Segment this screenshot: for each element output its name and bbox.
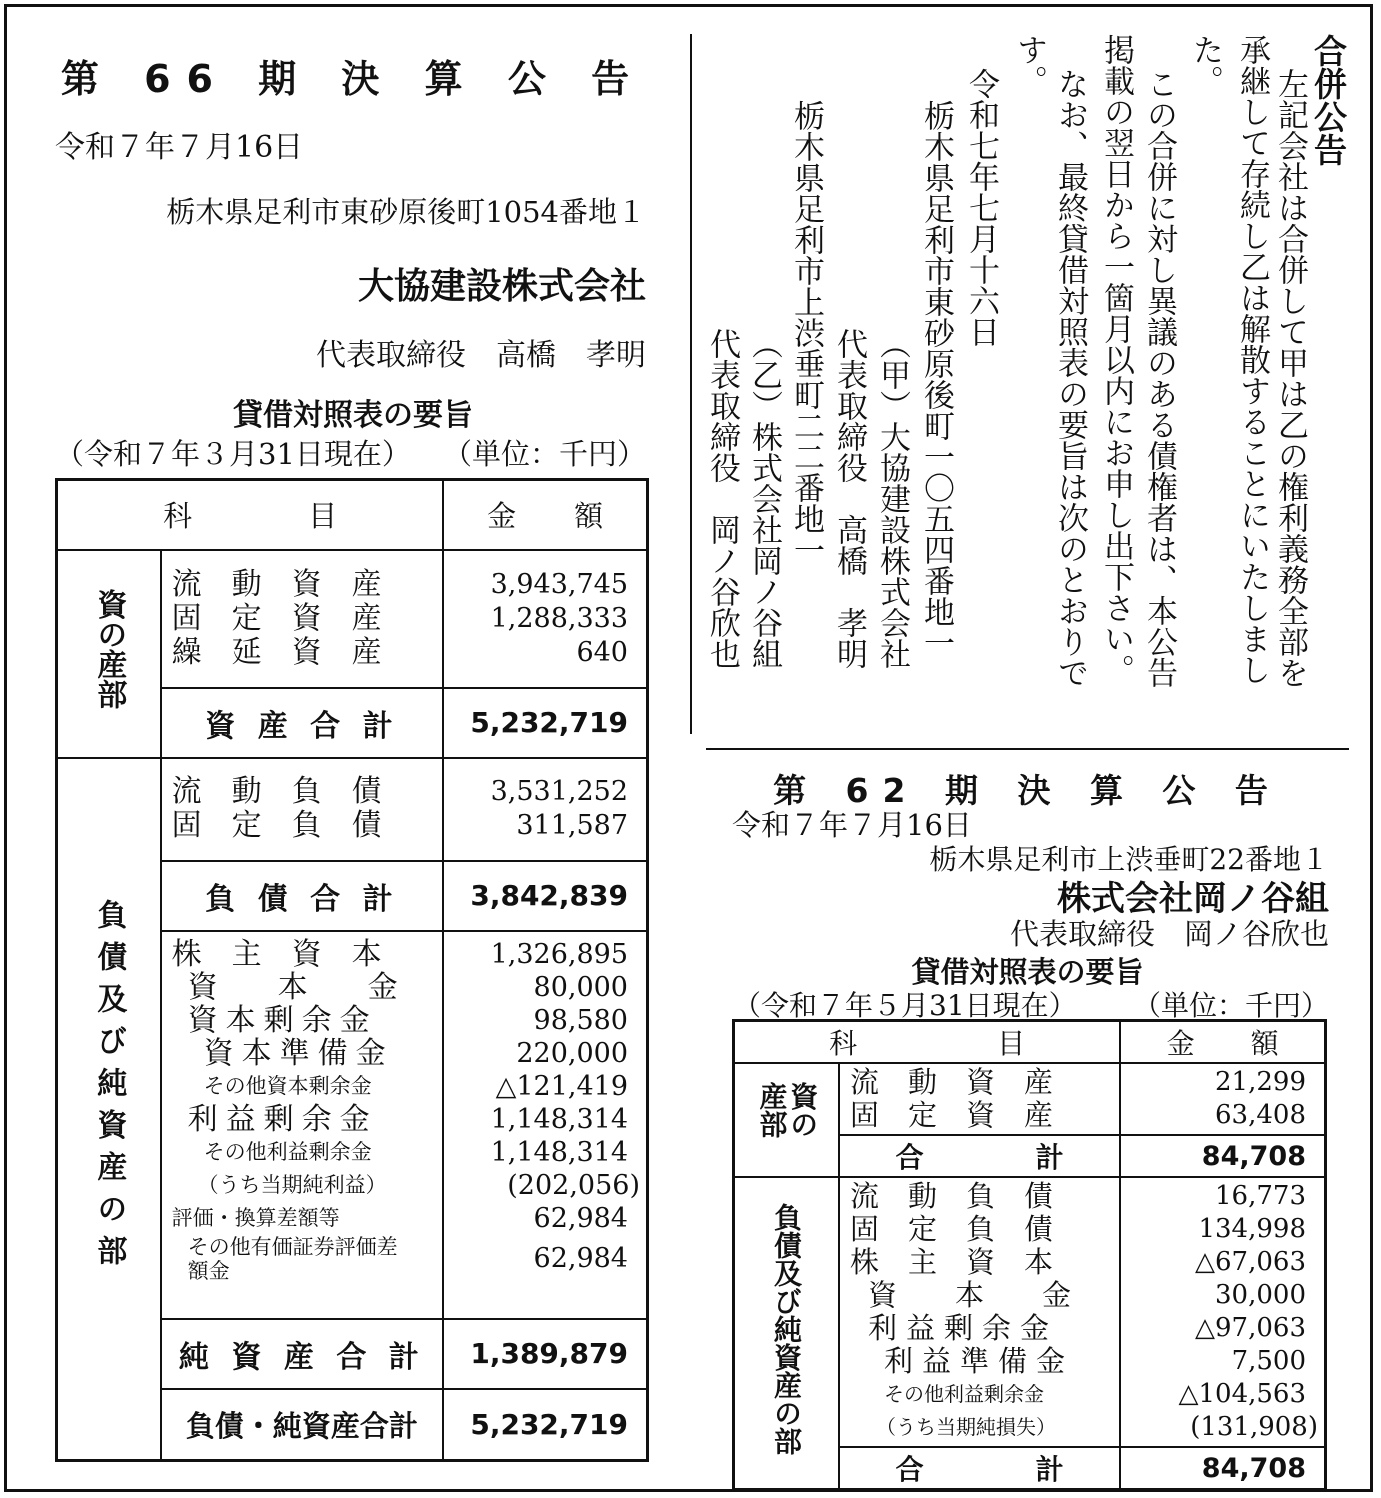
- right-assets-section-label: 資の産部: [755, 1082, 820, 1138]
- left-assets-section-label: 資の産部: [91, 588, 127, 709]
- right-total-label: 合 計: [839, 1447, 1120, 1490]
- list-value: 21,299: [1215, 1067, 1306, 1097]
- list-value: △67,063: [1195, 1247, 1306, 1277]
- right-liabilities-section: [734, 1177, 839, 1490]
- list-item: （うち当期純損失）: [875, 1415, 1056, 1439]
- right-liabilities-values: [1120, 1177, 1325, 1447]
- left-grand-total-value: 5,232,719: [443, 1389, 647, 1461]
- list-value: 1,326,895: [490, 938, 628, 970]
- list-value: 1,148,314: [490, 1136, 628, 1168]
- left-notice-date: 令和７年７月16日: [55, 130, 304, 165]
- merger-line: 左記会社は合併して甲は乙の権利義務全部を: [1272, 68, 1308, 688]
- left-company-name: 大協建設株式会社: [357, 266, 646, 307]
- merger-line: す。: [1011, 34, 1047, 96]
- merger-rep-b: 代表取締役 岡ノ谷欣也: [704, 328, 740, 669]
- left-liabilities-values: [443, 758, 647, 861]
- left-representative: 代表取締役 高橋 孝明: [316, 338, 646, 373]
- left-net-assets-total-value: 1,389,879: [443, 1319, 647, 1389]
- left-liabilities-section-label: 負債及び純資産の部: [91, 898, 127, 1277]
- left-col-amount: 金 額: [443, 480, 647, 550]
- left-assets-total-label: 資 産 合 計: [161, 688, 444, 758]
- left-col-account: 科 目: [57, 480, 444, 550]
- left-as-of-date: （令和７年３月31日現在）: [55, 437, 411, 471]
- left-liabilities-section: [57, 758, 161, 1461]
- column-divider: [690, 34, 692, 734]
- list-value: 62,984: [533, 1242, 628, 1274]
- list-item: 繰 延 資 産: [171, 634, 382, 670]
- list-item: 流 動 負 債: [171, 774, 382, 809]
- right-company-address: 栃木県足利市上渋垂町22番地１: [929, 843, 1329, 876]
- left-net-assets-total-label: 純 資 産 合 計: [161, 1319, 444, 1389]
- right-liabilities-labels: [839, 1177, 1120, 1447]
- list-value: (131,908): [1190, 1412, 1318, 1442]
- left-company-address: 栃木県足利市東砂原後町1054番地１: [166, 195, 646, 229]
- left-balance-sheet-title: 貸借対照表の要旨: [233, 398, 473, 433]
- right-col-account: 科 目: [734, 1021, 1121, 1064]
- list-item: 固 定 資 産: [849, 1098, 1053, 1132]
- left-assets-labels: [161, 550, 444, 688]
- merger-rep-a: 代表取締役 高橋 孝明: [831, 328, 867, 669]
- merger-line: なお、最終貸借対照表の要旨は次のとおりで: [1052, 68, 1088, 688]
- merger-date: 令和七年七月十六日: [963, 68, 999, 347]
- left-grand-total-label: 負債・純資産合計: [161, 1389, 444, 1461]
- list-item: 流 動 資 産: [171, 566, 382, 602]
- list-value: 1,288,333: [490, 602, 628, 634]
- right-notice-date: 令和７年７月16日: [732, 808, 972, 842]
- list-value: 80,000: [533, 971, 628, 1003]
- list-item: 利益剰余金: [187, 1101, 378, 1137]
- list-item: 評価・換算差額等: [171, 1205, 340, 1230]
- right-col-amount: 金 額: [1120, 1021, 1325, 1064]
- list-value: 30,000: [1215, 1280, 1306, 1310]
- right-assets-values: [1120, 1063, 1325, 1135]
- list-item: その他有価証券評価差額金: [187, 1234, 398, 1283]
- left-equity-values: [443, 931, 647, 1319]
- left-assets-total-value: 5,232,719: [443, 688, 647, 758]
- list-item: 固 定 資 産: [171, 600, 382, 636]
- merger-company-b: （乙）株式会社岡ノ谷組: [746, 328, 782, 669]
- list-item: 固 定 負 債: [849, 1212, 1053, 1246]
- right-company-name: 株式会社岡ノ谷組: [1057, 879, 1329, 919]
- list-value: 3,531,252: [490, 776, 628, 807]
- list-item: 流 動 資 産: [849, 1065, 1053, 1099]
- section-divider: [706, 748, 1349, 750]
- left-balance-sheet-table: [55, 478, 649, 1462]
- list-value: 7,500: [1231, 1346, 1306, 1376]
- list-value: 311,587: [516, 810, 628, 841]
- right-balance-sheet-title: 貸借対照表の要旨: [911, 955, 1144, 989]
- list-item: その他利益剰余金: [883, 1382, 1044, 1406]
- left-liabilities-labels: [161, 758, 444, 861]
- left-unit: （単位：千円）: [442, 437, 646, 471]
- list-item: 固 定 負 債: [171, 808, 382, 843]
- merger-company-a: （甲）大協建設株式会社: [874, 328, 910, 669]
- list-value: 98,580: [533, 1004, 628, 1036]
- left-notice-title: 第 66 期 決 算 公 告: [60, 57, 646, 101]
- list-item: 利益準備金: [883, 1344, 1074, 1378]
- merger-address-a: 栃木県足利市東砂原後町一〇五四番地一: [918, 100, 954, 658]
- list-item: その他資本剰余金: [203, 1073, 372, 1098]
- list-value: △121,419: [495, 1070, 628, 1102]
- left-liabilities-total-value: 3,842,839: [443, 861, 647, 931]
- right-total-value: 84,708: [1120, 1447, 1325, 1490]
- right-notice-title: 第 62 期 決 算 公 告: [773, 771, 1282, 810]
- right-liabilities-section-label: 負債及び純資産の部: [769, 1203, 803, 1455]
- list-value: 640: [576, 636, 628, 668]
- list-item: （うち当期純利益）: [197, 1172, 387, 1197]
- list-value: 220,000: [516, 1037, 628, 1069]
- right-assets-section: [734, 1063, 839, 1177]
- left-liabilities-total-label: 負 債 合 計: [161, 861, 444, 931]
- merger-heading: 合併公告: [1309, 34, 1348, 166]
- left-assets-values: [443, 550, 647, 688]
- list-value: △97,063: [1195, 1313, 1306, 1343]
- right-assets-total-label: 合 計: [839, 1135, 1120, 1177]
- list-item: 利益剰余金: [867, 1311, 1058, 1345]
- merger-line: た。: [1187, 34, 1223, 96]
- right-assets-labels: [839, 1063, 1120, 1135]
- merger-line: 承継して存続し乙は解散することにいたしまし: [1234, 34, 1270, 685]
- list-item: 流 動 負 債: [849, 1179, 1053, 1213]
- merger-line: 掲載の翌日から一箇月以内にお申し出下さい。: [1098, 34, 1134, 685]
- list-item: 資 本 金: [867, 1278, 1071, 1312]
- list-value: (202,056): [507, 1169, 640, 1201]
- list-value: 134,998: [1198, 1214, 1306, 1244]
- list-item: 資 本 金: [187, 969, 398, 1005]
- right-unit: （単位：千円）: [1132, 989, 1329, 1022]
- list-value: 63,408: [1215, 1100, 1306, 1130]
- list-value: 3,943,745: [490, 568, 628, 600]
- list-value: 16,773: [1215, 1181, 1306, 1211]
- right-as-of-date: （令和７年５月31日現在）: [733, 989, 1077, 1022]
- right-representative: 代表取締役 岡ノ谷欣也: [1009, 917, 1329, 951]
- list-value: 62,984: [533, 1202, 628, 1234]
- right-assets-total-value: 84,708: [1120, 1135, 1325, 1177]
- list-item: 資本準備金: [203, 1035, 394, 1071]
- list-item: 株 主 資 本: [849, 1245, 1053, 1279]
- right-balance-sheet-table: [732, 1019, 1327, 1491]
- left-equity-labels: [161, 931, 444, 1319]
- list-value: △104,563: [1178, 1379, 1306, 1409]
- merger-line: この合併に対し異議のある債権者は、本公告: [1141, 68, 1177, 688]
- left-assets-section: [57, 550, 161, 758]
- list-item: 株 主 資 本: [171, 936, 382, 972]
- list-item: その他利益剰余金: [203, 1139, 372, 1164]
- list-item: 資本剰余金: [187, 1002, 378, 1038]
- list-value: 1,148,314: [490, 1103, 628, 1135]
- merger-address-b: 栃木県足利市上渋垂町二二番地一: [788, 100, 824, 565]
